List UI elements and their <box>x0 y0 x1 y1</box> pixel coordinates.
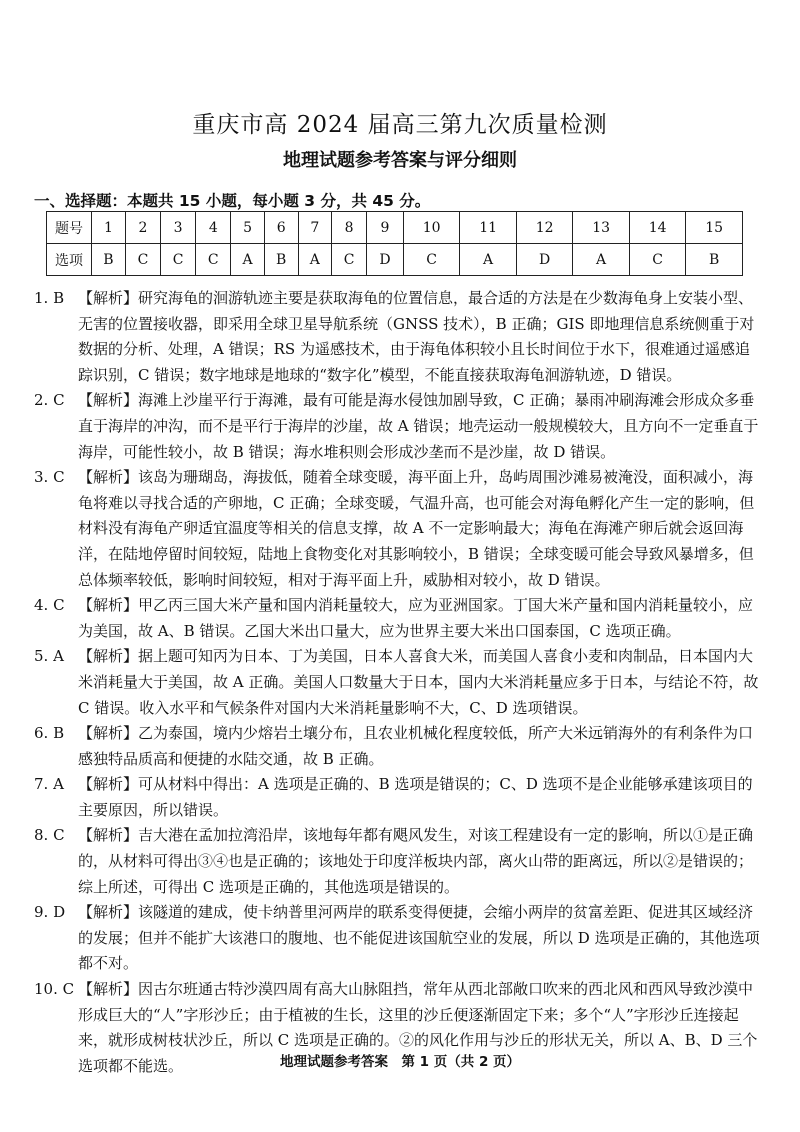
answer-cell: C <box>629 244 686 276</box>
explanation-item <box>34 465 764 593</box>
analysis-tag: 【解析】 <box>78 647 139 666</box>
answer-cell: C <box>332 244 367 276</box>
answer-cell: A <box>231 244 264 276</box>
explanation-item <box>34 721 764 772</box>
question-number-cell: 9 <box>367 212 404 244</box>
row-label-number: 题号 <box>47 212 92 244</box>
explanation-text: 吉大港在孟加拉湾沿岸，该地每年都有飓风发生，对该工程建设有一定的影响，所以①是正确的，从材料可得出③④也是正确的；该地处于印度洋板块内部，离火山带的距离远，所以②是错误的；综上所述，可得出 C 选项是正确的，其他选项是错误的。 <box>78 826 754 896</box>
explanation-text: 该岛为珊瑚岛，海拔低，随着全球变暖，海平面上升，岛屿周围沙滩易被淹没，面积减小，海龟将难以寻找合适的产卵地，C 正确；全球变暖，气温升高，也可能会对海龟孵化产生一定的影响，但材料没有海龟产卵适宜温度等相关的信息支撑，故 A 不一定影响最大；海龟在海滩产卵后就会返回海洋，在陆地停留时间较短，陆地上食物变化对其影响较小，B 错误；全球变暖可能会导致风暴增多，但总体频率较低，影响时间较短，相对于海平面上升，威胁相对较小，故 D 错误。 <box>78 468 755 589</box>
analysis-tag: 【解析】 <box>78 391 139 410</box>
answer-cell: A <box>460 244 517 276</box>
question-number-cell: 5 <box>231 212 264 244</box>
answer-cell: C <box>196 244 231 276</box>
analysis-tag: 【解析】 <box>78 903 139 922</box>
question-number: 8. C <box>34 826 65 845</box>
question-number: 10. C <box>34 980 75 999</box>
answer-row <box>47 244 743 276</box>
question-number-cell: 13 <box>573 212 630 244</box>
question-number: 1. B <box>34 289 65 307</box>
question-number-cell: 1 <box>92 212 126 244</box>
question-number-cell: 8 <box>332 212 367 244</box>
explanation-text: 该隧道的建成，使卡纳普里河两岸的联系变得便捷，会缩小两岸的贫富差距、促进其区域经济的发展；但并不能扩大该港口的腹地、也不能促进该国航空业的发展，所以 D 选项是正确的，其他选项都不对。 <box>78 903 760 973</box>
explanation-text: 可从材料中得出：A 选项是正确的、B 选项是错误的；C、D 选项不是企业能够承建该项目的主要原因，所以错误。 <box>78 775 753 819</box>
question-number: 5. A <box>34 647 64 666</box>
explanation-text: 因古尔班通古特沙漠四周有高大山脉阻挡，常年从西北部敞口吹来的西北风和西风导致沙漠中形成巨大的“人”字形沙丘；由于植被的生长，这里的沙丘便逐渐固定下来；多个“人”字形沙丘连接起来，就形成树枝状沙丘，所以 C 选项是正确的。②的风化作用与沙丘的形状无关，所以 A、B、D 三个选项都不能选。 <box>78 980 758 1075</box>
explanation-text: 研究海龟的洄游轨迹主要是获取海龟的位置信息，最合适的方法是在少数海龟身上安装小型、无害的位置接收器，即采用全球卫星导航系统（GNSS 技术），B 正确；GIS 即地理信息系统侧重于对数据的分析、处理，A 错误；RS 为遥感技术，由于海龟体积较小且长时间位于水下，很难通过遥感追踪识别，C 错误；数字地球是地球的“数字化”模型，不能直接获取海龟洄游轨迹，D 错误。 <box>78 289 755 384</box>
explanation-text: 据上题可知丙为日本、丁为美国，日本人喜食大米，而美国人喜食小麦和肉制品，日本国内大米消耗量大于美国，故 A 正确。美国人口数量大于日本，国内大米消耗量应多于日本，与结论不符，故 C 错误。收入水平和气候条件对国内大米消耗量影响不大，C、D 选项错误。 <box>78 647 759 717</box>
question-number: 3. C <box>34 468 65 487</box>
explanation-list <box>34 286 764 1079</box>
question-number-cell: 10 <box>403 212 460 244</box>
explanation-text: 甲乙丙三国大米产量和国内消耗量较大，应为亚洲国家。丁国大米产量和国内消耗量较小，应为美国，故 A、B 错误。乙国大米出口量大，应为世界主要大米出口国泰国，C 选项正确。 <box>78 596 754 640</box>
answer-cell: A <box>573 244 630 276</box>
question-number-row <box>47 212 743 244</box>
explanation-text: 海滩上沙崖平行于海滩，最有可能是海水侵蚀加剧导致，C 正确；暴雨冲刷海滩会形成众多垂直于海岸的冲沟，而不是平行于海岸的沙崖，故 A 错误；地壳运动一般规模较大，且方向不一定垂直于海岸，可能性较小，故 B 错误；海水堆积则会形成沙垄而不是沙崖，故 D 错误。 <box>78 391 759 461</box>
answer-cell: C <box>403 244 460 276</box>
analysis-tag: 【解析】 <box>78 724 139 743</box>
answer-cell: D <box>516 244 573 276</box>
question-number-cell: 4 <box>196 212 231 244</box>
explanation-item <box>34 388 764 465</box>
question-number: 2. C <box>34 391 65 410</box>
row-label-answer: 选项 <box>47 244 92 276</box>
question-number-cell: 14 <box>629 212 686 244</box>
analysis-tag: 【解析】 <box>78 289 139 307</box>
answer-cell: D <box>367 244 404 276</box>
answer-cell: B <box>92 244 126 276</box>
question-number-cell: 12 <box>516 212 573 244</box>
page-title: 重庆市高 2024 届高三第九次质量检测 <box>192 112 608 138</box>
analysis-tag: 【解析】 <box>78 980 139 999</box>
answer-cell: B <box>264 244 298 276</box>
explanation-item <box>34 823 764 900</box>
question-number-cell: 6 <box>264 212 298 244</box>
explanation-item <box>34 593 764 644</box>
answer-cell: C <box>161 244 196 276</box>
explanation-text: 乙为泰国，境内少熔岩土壤分布，且农业机械化程度较低，所产大米远销海外的有利条件为口感独特品质高和便捷的水陆交通，故 B 正确。 <box>78 724 754 768</box>
question-number-cell: 11 <box>460 212 517 244</box>
answer-cell: A <box>298 244 331 276</box>
analysis-tag: 【解析】 <box>78 468 139 487</box>
question-number-cell: 3 <box>161 212 196 244</box>
analysis-tag: 【解析】 <box>78 826 139 845</box>
answer-cell: B <box>686 244 743 276</box>
question-number: 6. B <box>34 724 65 743</box>
question-number: 4. C <box>34 596 65 615</box>
question-number-cell: 15 <box>686 212 743 244</box>
page-footer: 地理试题参考答案 第 1 页（共 2 页） <box>279 1054 521 1070</box>
analysis-tag: 【解析】 <box>78 775 139 794</box>
question-number: 7. A <box>34 775 64 794</box>
explanation-item <box>34 286 764 388</box>
explanation-item <box>34 644 764 721</box>
explanation-item <box>34 900 764 977</box>
question-number-cell: 2 <box>125 212 160 244</box>
analysis-tag: 【解析】 <box>78 596 139 615</box>
section-heading: 一、选择题：本题共 15 小题，每小题 3 分，共 45 分。 <box>34 192 431 210</box>
question-number: 9. D <box>34 903 66 922</box>
explanation-item <box>34 772 764 823</box>
question-number-cell: 7 <box>298 212 331 244</box>
answer-cell: C <box>125 244 160 276</box>
answer-table <box>46 211 743 276</box>
page-subtitle: 地理试题参考答案与评分细则 <box>283 150 517 171</box>
